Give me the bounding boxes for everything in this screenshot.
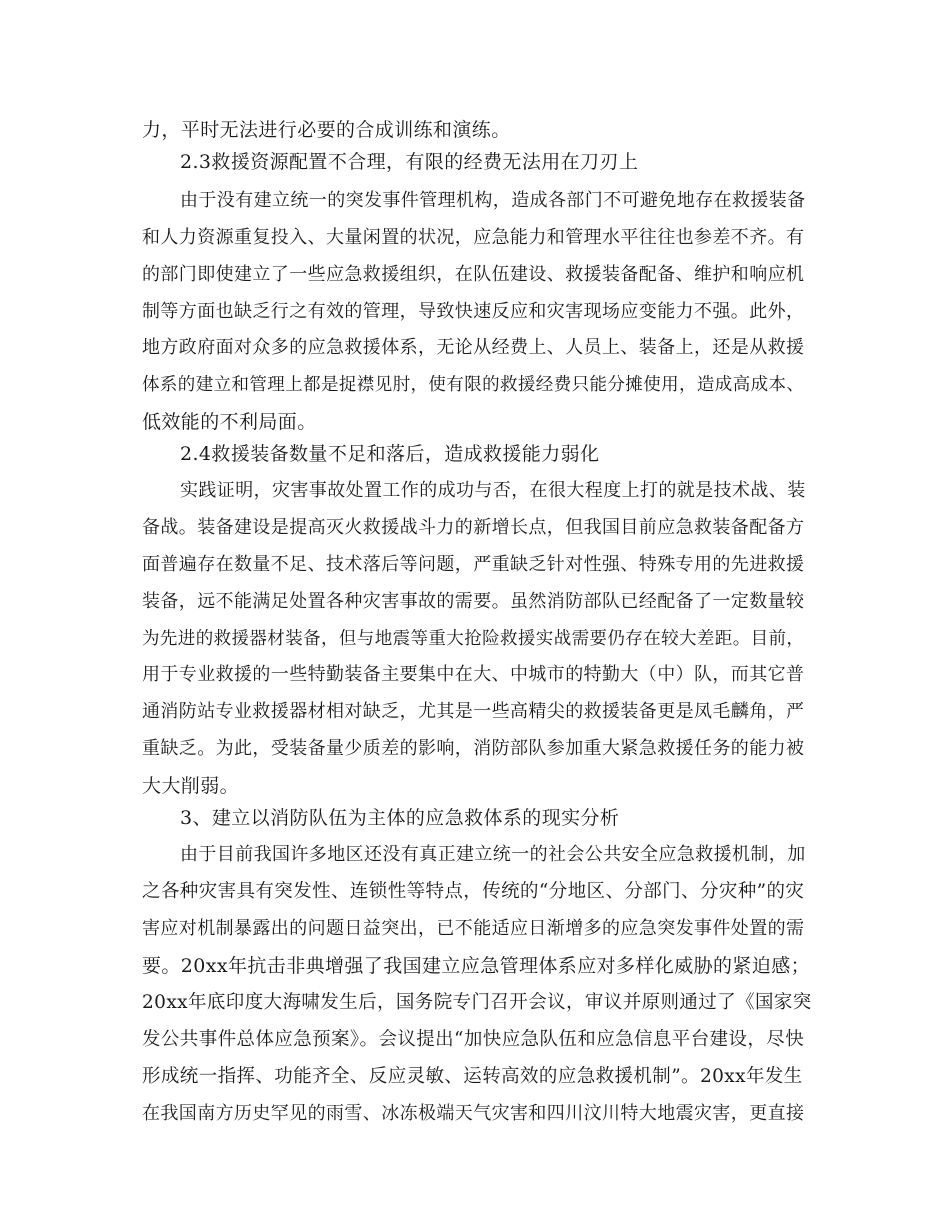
paragraph-first-line: 由于目前我国许多地区还没有真正建立统一的社会公共安全应急救援机制，加 [180,844,806,865]
section-heading-2-3: 2.3救援资源配置不合理，有限的经费无法用在刀刃上 [180,151,639,173]
body-text-line: 低效能的不利局面。 [142,411,317,433]
body-text-line: 和人力资源重复投入、大量闲置的状况，应急能力和管理水平往往也参差不齐。有 [142,227,805,248]
paragraph-first-line: 由于没有建立统一的突发事件管理机构，造成各部门不可避免地存在救援装备 [180,190,806,211]
body-text-line: 害应对机制暴露出的问题日益突出，已不能适应日渐增多的应急突发事件处置的需 [142,918,805,939]
body-text-line: 面普遍存在数量不足、技术落后等问题，严重缺乏针对性强、特殊专用的先进救援 [142,554,805,575]
body-text-line: 重缺乏。为此，受装备量少质差的影响，消防部队参加重大紧急救援任务的能力被 [142,738,805,759]
body-text-line: 用于专业救援的一些特勤装备主要集中在大、中城市的特勤大（中）队，而其它普 [142,664,805,685]
body-text-line: 要。20xx年抗击非典增强了我国建立应急管理体系应对多样化威胁的紧迫感； [142,955,811,977]
body-text-line: 力，平时无法进行必要的合成训练和演练。 [142,119,511,141]
body-text-line: 在我国南方历史罕见的雨雪、冰冻极端天气灾害和四川汶川特大地震灾害，更直接 [142,1103,805,1124]
body-text-line: 地方政府面对众多的应急救援体系，无论从经费上、人员上、装备上，还是从救援 [142,337,805,358]
body-text-line: 装备，远不能满足处置各种灾害事故的需要。虽然消防部队已经配备了一定数量较 [142,591,805,612]
body-text-line: 的部门即使建立了一些应急救援组织，在队伍建设、救援装备配备、维护和响应机 [142,264,805,285]
paragraph-first-line: 实践证明，灾害事故处置工作的成功与否，在很大程度上打的就是技术战、装 [180,480,806,501]
section-heading-2-4: 2.4救援装备数量不足和落后，造成救援能力弱化 [180,443,600,465]
body-text-line: 为先进的救援器材装备，但与地震等重大抢险救援实战需要仍存在较大差距。目前， [142,629,805,649]
body-text-line: 通消防站专业救援器材相对缺乏，尤其是一些高精尖的救援装备更是凤毛麟角，严 [142,701,805,722]
body-text-line: 形成统一指挥、功能齐全、反应灵敏、运转高效的应急救援机制”。20xx年发生 [142,1066,803,1087]
body-text-line: 20xx年底印度大海啸发生后，国务院专门召开会议，审议并原则通过了《国家突 [142,992,812,1013]
body-text-line: 发公共事件总体应急预案》。会议提出“加快应急队伍和应急信息平台建设，尽快 [142,1029,805,1050]
section-heading-3: 3、建立以消防队伍为主体的应急救体系的现实分析 [180,807,620,829]
body-text-line: 大大削弱。 [142,775,240,797]
body-text-line: 制等方面也缺乏行之有效的管理，导致快速反应和灾害现场应变能力不强。此外， [142,301,805,322]
body-text-line: 体系的建立和管理上都是捉襟见肘，使有限的救援经费只能分摊使用，造成高成本、 [142,375,805,395]
body-text-line: 之各种灾害具有突发性、连锁性等特点，传统的“分地区、分部门、分灾种”的灾 [142,881,805,902]
body-text-line: 备战。装备建设是提高灭火救援战斗力的新增长点，但我国目前应急救装备配备方 [142,517,805,538]
